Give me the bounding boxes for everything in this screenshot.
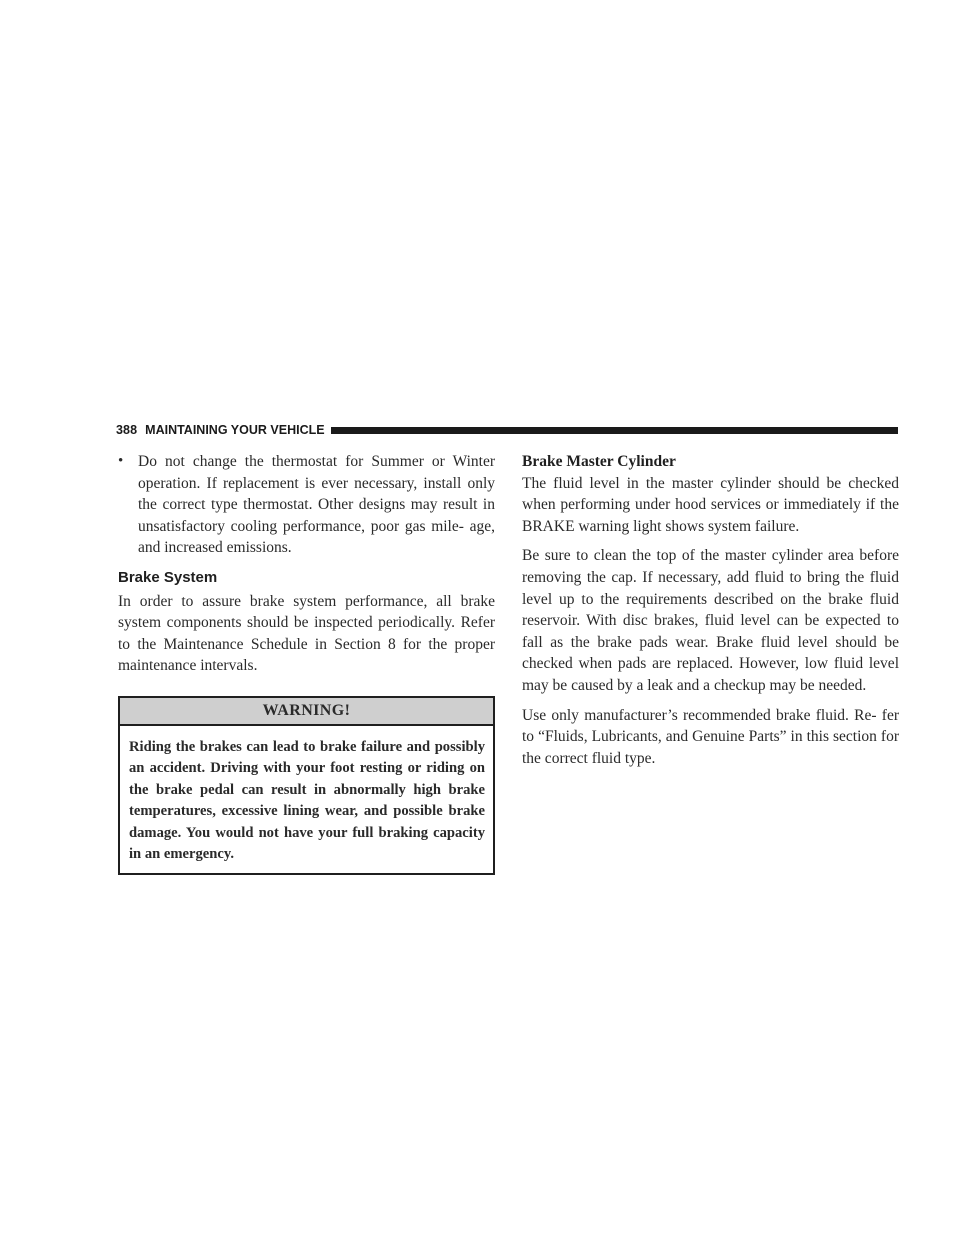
page-number: 388 [116,423,138,437]
master-cylinder-paragraph-1: The fluid level in the master cylinder should be checked when performing under hood services or immediately if the BRAKE warning light shows system failure. [522,474,899,535]
brake-system-heading: Brake System [118,568,218,586]
brake-master-cylinder-heading: Brake Master Cylinder [522,453,676,470]
header-rule [331,427,898,434]
page-header [116,423,898,437]
warning-title: WARNING! [120,698,493,726]
warning-body: Riding the brakes can lead to brake failure and possibly an accident. Driving with your foot resting or riding on the brake pedal can result in abnormally high brake temperatures, excessive lining wear, and possible brake damage. You would not have your full braking capacity in an emergency. [129,738,485,862]
bullet-item [118,451,495,559]
right-column [522,451,899,769]
master-cylinder-paragraph-3: Use only manufacturer’s recommended brake fluid. Re- fer to “Fluids, Lubricants, and Genuine Parts” in this section for the correct fluid type. [522,706,899,767]
warning-box [118,696,495,875]
bullet-dot-icon: • [118,453,124,469]
section-title: MAINTAINING YOUR VEHICLE [145,423,325,437]
left-column [118,451,495,875]
master-cylinder-paragraph-2: Be sure to clean the top of the master cylinder area before removing the cap. If necessary, add fluid to bring the fluid level up to the requirements described on the brake fluid reservoir. With disc brakes, fluid level can be expected to fall as the brake pads wear. Brake fluid level should be checked when pads are replaced. However, low fluid level may be caused by a leak and a checkup may be needed. [522,547,899,694]
brake-system-paragraph: In order to assure brake system performance, all brake system components should be inspected periodically. Refer to the Maintenance Schedule in Section 8 for the proper maintenance intervals. [118,592,495,675]
bullet-text: Do not change the thermostat for Summer or Winter operation. If replacement is ever necessary, install only the correct type thermostat. Other designs may result in unsatisfactory cooling performance, poor gas mile- age, and increased emissions. [138,453,495,557]
